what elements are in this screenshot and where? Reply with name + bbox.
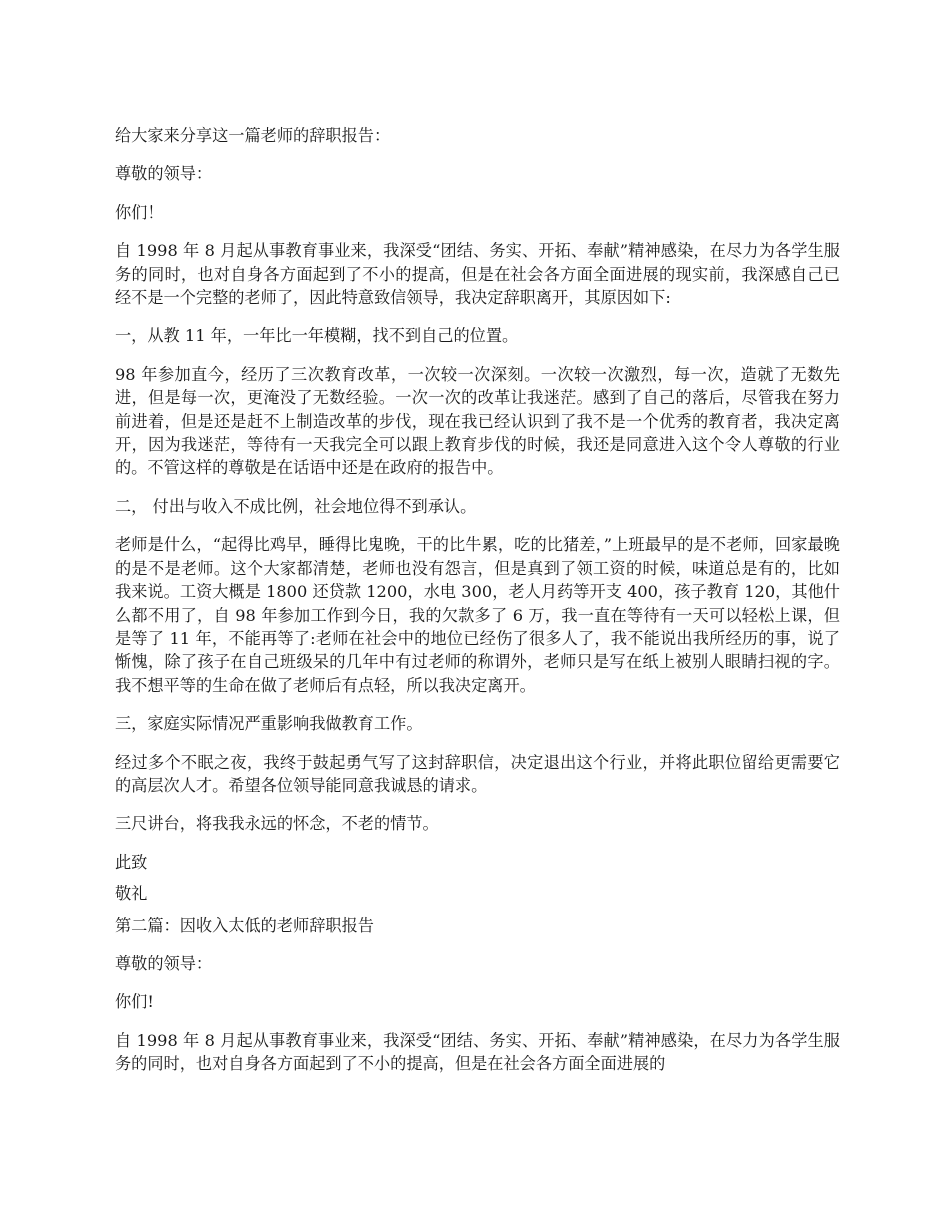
greeting: 你们！	[115, 202, 164, 222]
body-paragraph-decision: 经过多个不眠之夜，我终于鼓起勇气写了这封辞职信，决定退出这个行业，并将此职位留给更需要它的高层次人才。希望各位领导能同意我诚恳的请求。	[115, 752, 840, 795]
second-article-title: 第二篇：因收入太低的老师辞职报告	[115, 915, 374, 935]
body-paragraph-income: 老师是什么，“起得比鸡早，睡得比鬼晚，干的比牛累，吃的比猪差，”上班最早的是不老师，回家最晚的是不是老师。这个大家都清楚，老师也没有怨言，但是真到了领工资的时候，味道总是有的，比如我来说。工资大概是 1800 还贷款 1200，水电 300，老人月药等开支 400，孩子教育 120，其他什么都不用了，自 98 年参加工作到今日，我的欠款多了 6 万，我一直在等待有一天可以轻松上课，但是等了 11 年，不能再等了:老师在社会中的地位已经伤了很多人了，我不能说出我所经历的事，说了惭愧，除了孩子在自己班级呆的几年中有过老师的称谓外，老师只是写在纸上被别人眼睛扫视的字。我不想平等的生命在做了老师后有点轻，所以我决定离开。	[115, 535, 840, 695]
second-greeting: 你们!	[115, 992, 154, 1012]
second-body-paragraph: 自 1998 年 8 月起从事教育事业来，我深受“团结、务实、开拓、奉献”精神感染，在尽力为各学生服务的同时，也对自身各方面起到了不小的提高，但是在社会各方面全面进展的	[115, 1030, 840, 1074]
reason-heading-one: 一，从教 11 年，一年比一年模糊，找不到自己的位置。	[115, 326, 519, 346]
reason-heading-three: 三，家庭实际情况严重影响我做教育工作。	[115, 714, 423, 734]
salutation: 尊敬的领导：	[115, 164, 213, 184]
body-paragraph-opening: 自 1998 年 8 月起从事教育事业来，我深受“团结、务实、开拓、奉献”精神感染，在尽力为各学生服务的同时，也对自身各方面起到了不小的提高，但是在社会各方面全面进展的现实前，我深感自己已经不是一个完整的老师了，因此特意致信领导，我决定辞职离开，其原因如下:	[115, 241, 840, 308]
closing-line-one: 此致	[115, 852, 148, 872]
body-paragraph-reform: 98 年参加直今，经历了三次教育改革，一次较一次深刻。一次较一次激烈，每一次，造就了无数先进，但是每一次，更淹没了无数经验。一次一次的改革让我迷茫。感到了自己的落后，尽管我在努力前进着，但是还是赶不上制造改革的步伐，现在我已经认识到了我不是一个优秀的教育者，我决定离开，因为我迷茫，等待有一天我完全可以跟上教育步伐的时候，我还是同意进入这个令人尊敬的行业的。不管这样的尊敬是在话语中还是在政府的报告中。	[115, 364, 840, 478]
document-body	[115, 124, 840, 1091]
second-salutation: 尊敬的领导：	[115, 953, 213, 973]
intro-line: 给大家来分享这一篇老师的辞职报告：	[115, 126, 391, 145]
closing-line-two: 敬礼	[115, 884, 148, 904]
reason-heading-two: 二， 付出与收入不成比例，社会地位得不到承认。	[115, 496, 477, 516]
body-paragraph-farewell: 三尺讲台，将我我永远的怀念，不老的情节。	[115, 814, 439, 834]
